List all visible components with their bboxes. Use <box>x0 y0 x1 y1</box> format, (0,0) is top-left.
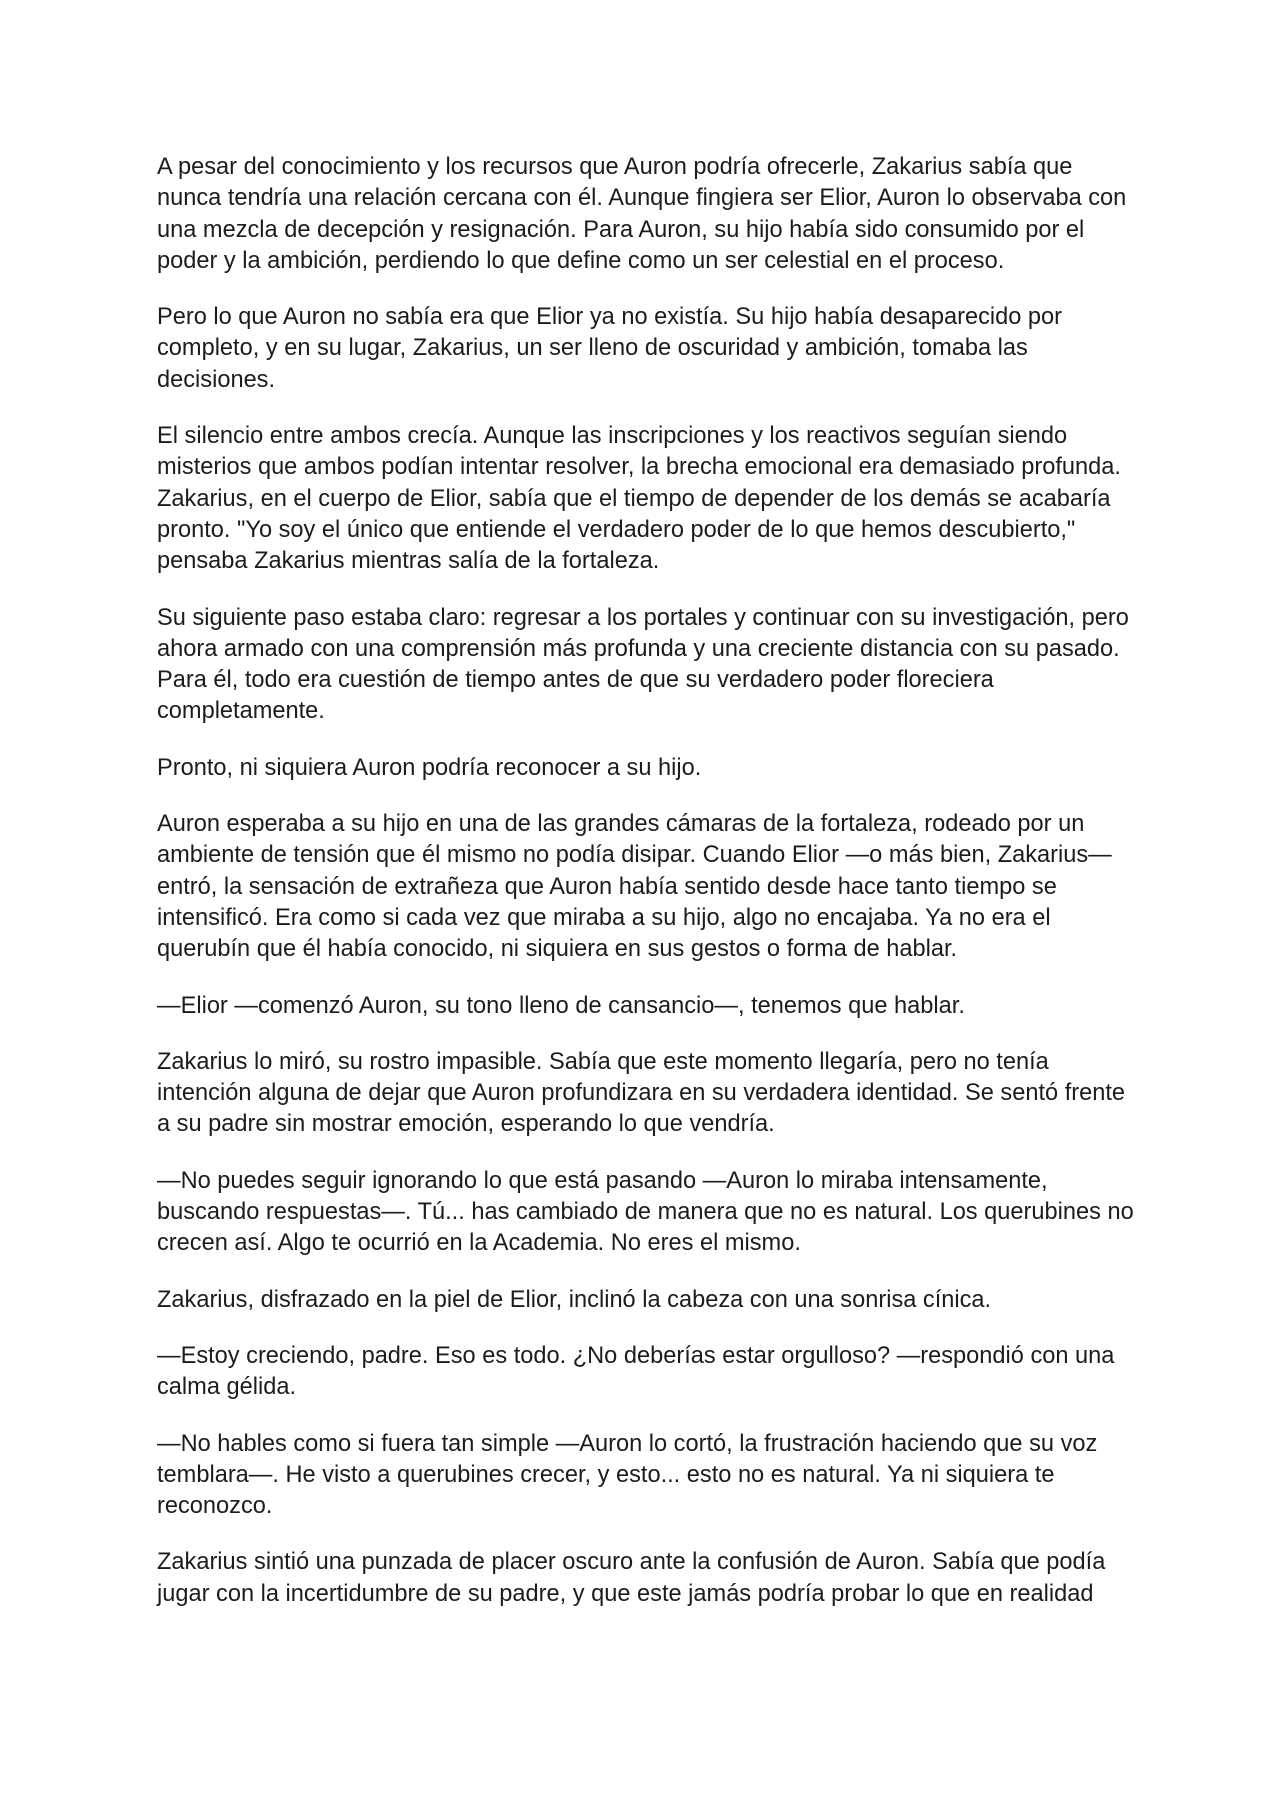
paragraph: El silencio entre ambos crecía. Aunque las inscripciones y los reactivos seguían siendo misterios que ambos podían intentar resolver, la brecha emocional era demasiado profunda. Zakarius, en el cuerpo de Elior, sabía que el tiempo de depender de los demás se acabaría pronto. "Yo soy el único que entiende el verdadero poder de lo que hemos descubierto," pensaba Zakarius mientras salía de la fortaleza. <box>157 423 1121 575</box>
paragraph: —No hables como si fuera tan simple —Auron lo cortó, la frustración haciendo que su voz temblara—. He visto a querubines crecer, y esto... esto no es natural. Ya ni siquiera te reconozco. <box>157 1430 1098 1520</box>
document-body <box>157 152 1142 1635</box>
paragraph: —Estoy creciendo, padre. Eso es todo. ¿No deberías estar orgulloso? —respondió con una calma gélida. <box>157 1342 1115 1401</box>
paragraph: —No puedes seguir ignorando lo que está pasando —Auron lo miraba intensamente, buscando respuestas—. Tú... has cambiado de manera que no es natural. Los querubines no crecen así. Algo te ocurrió en la Academia. No eres el mismo. <box>157 1167 1134 1257</box>
paragraph: Pronto, ni siquiera Auron podría reconocer a su hijo. <box>157 754 702 781</box>
paragraph: Zakarius lo miró, su rostro impasible. Sabía que este momento llegaría, pero no tenía intención alguna de dejar que Auron profundizara en su verdadera identidad. Se sentó frente a su padre sin mostrar emoción, esperando lo que vendría. <box>157 1048 1126 1138</box>
paragraph: A pesar del conocimiento y los recursos que Auron podría ofrecerle, Zakarius sabía que nunca tendría una relación cercana con él. Aunque fingiera ser Elior, Auron lo observaba con una mezcla de decepción y resignación. Para Auron, su hijo había sido consumido por el poder y la ambición, perdiendo lo que define como un ser celestial en el proceso. <box>157 154 1127 274</box>
paragraph: —Elior —comenzó Auron, su tono lleno de cansancio—, tenemos que hablar. <box>157 992 965 1019</box>
paragraph: Zakarius, disfrazado en la piel de Elior, inclinó la cabeza con una sonrisa cínica. <box>157 1286 992 1313</box>
paragraph: Pero lo que Auron no sabía era que Elior ya no existía. Su hijo había desaparecido por completo, y en su lugar, Zakarius, un ser lleno de oscuridad y ambición, tomaba las decisiones. <box>157 304 1063 393</box>
paragraph: Auron esperaba a su hijo en una de las grandes cámaras de la fortaleza, rodeado por un ambiente de tensión que él mismo no podía disipar. Cuando Elior —o más bien, Zakarius— entró, la sensación de extrañeza que Auron había sentido desde hace tanto tiempo se intensificó. Era como si cada vez que miraba a su hijo, algo no encajaba. Ya no era el querubín que él había conocido, ni siquiera en sus gestos o forma de hablar. <box>157 811 1112 963</box>
paragraph: Zakarius sintió una punzada de placer oscuro ante la confusión de Auron. Sabía que podía jugar con la incertidumbre de su padre, y que este jamás podría probar lo que en realidad <box>157 1549 1106 1607</box>
paragraph: Su siguiente paso estaba claro: regresar a los portales y continuar con su investigación, pero ahora armado con una comprensión más profunda y una creciente distancia con su pasado. Para él, todo era cuestión de tiempo antes de que su verdadero poder floreciera completamente. <box>157 604 1129 725</box>
